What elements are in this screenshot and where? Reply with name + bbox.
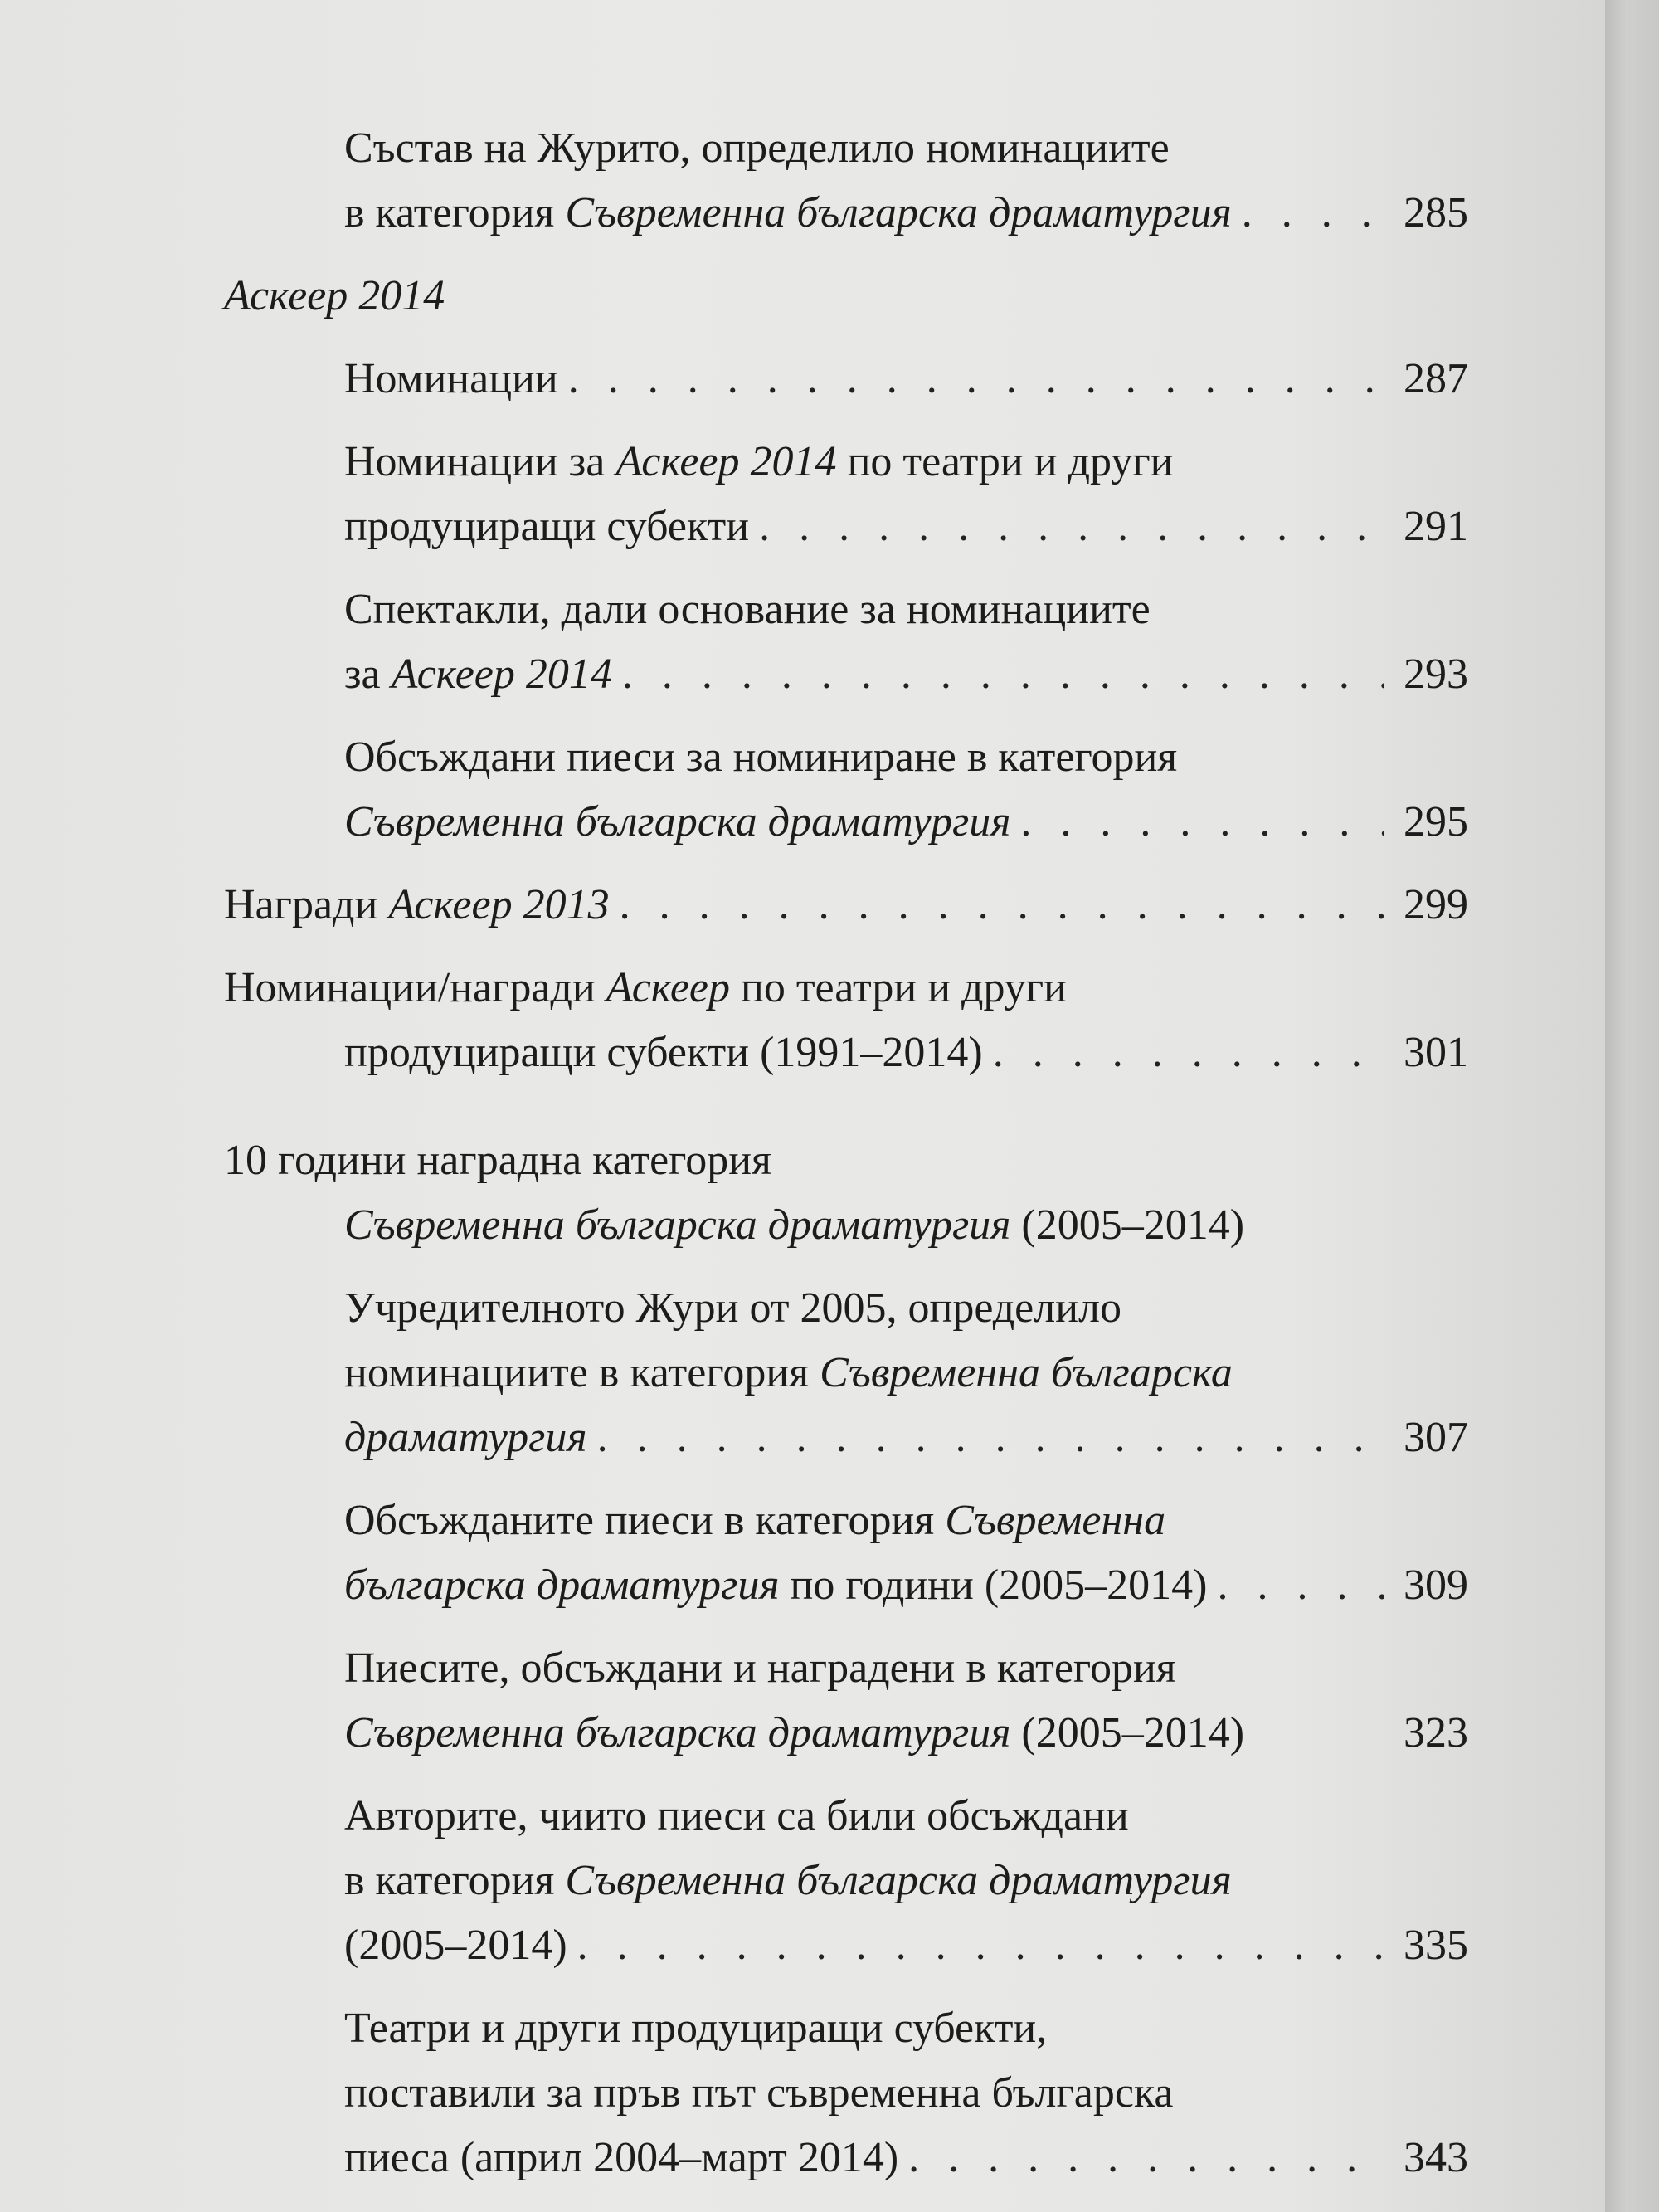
toc-entry-line bbox=[224, 1193, 1468, 1258]
toc-entry-line bbox=[344, 1276, 1468, 1341]
toc-entry-text bbox=[344, 2061, 1174, 2126]
toc-entry bbox=[224, 264, 1468, 329]
dot-leader bbox=[568, 347, 1384, 412]
toc-entry bbox=[224, 1636, 1468, 1766]
toc-entry-text bbox=[344, 116, 1170, 181]
italic-title: Съвременна българска драматургия bbox=[344, 1201, 1011, 1249]
toc-text: продуциращи субекти (1991–2014) bbox=[344, 1029, 983, 1076]
page-number: 301 bbox=[1404, 1029, 1468, 1076]
dot-leader bbox=[908, 2126, 1384, 2190]
toc-entry-line bbox=[344, 577, 1468, 642]
toc-entry-line bbox=[344, 2126, 1468, 2190]
toc-text: (2005–2014) bbox=[1010, 1201, 1245, 1249]
page-number: 285 bbox=[1404, 189, 1468, 236]
toc-entry-text bbox=[344, 1636, 1176, 1701]
toc-text: Спектакли, дали основание за номинациите bbox=[344, 586, 1151, 633]
toc-entry-line bbox=[224, 264, 1468, 329]
toc-entry bbox=[224, 116, 1468, 246]
toc-entry-text bbox=[344, 181, 1232, 246]
toc-entry-text bbox=[224, 1128, 771, 1193]
page-number: 309 bbox=[1404, 1562, 1468, 1609]
toc-text: за bbox=[344, 650, 392, 698]
italic-title: Съвременна българска драматургия bbox=[565, 189, 1232, 236]
toc-text: по театри и други bbox=[730, 964, 1067, 1011]
toc-text: по театри и други bbox=[836, 438, 1174, 485]
toc-text: Театри и други продуциращи субекти, bbox=[344, 2005, 1048, 2052]
toc-entry bbox=[224, 1784, 1468, 1978]
dot-leader bbox=[597, 1406, 1384, 1470]
dot-leader bbox=[622, 642, 1384, 707]
toc-entry-text bbox=[344, 577, 1151, 642]
dot-leader bbox=[1242, 181, 1384, 246]
toc-entry-line bbox=[344, 430, 1468, 495]
toc-entry-text bbox=[344, 1021, 983, 1085]
toc-entry-line bbox=[344, 495, 1468, 559]
toc-text: Обсъждани пиеси за номиниране в категория bbox=[344, 733, 1178, 781]
italic-title: Аскеер bbox=[606, 964, 730, 1011]
toc-entry-line bbox=[344, 1913, 1468, 1978]
toc-entry-line bbox=[344, 1849, 1468, 1913]
toc-text: в категория bbox=[344, 189, 566, 236]
toc-text: пиеса (април 2004–март 2014) bbox=[344, 2134, 899, 2181]
toc-text: 10 години наградна категория bbox=[224, 1137, 771, 1184]
toc-entry-text bbox=[344, 790, 1010, 855]
toc-text: Награди bbox=[224, 881, 389, 928]
toc-entry-line bbox=[344, 642, 1468, 707]
toc-entry-text bbox=[224, 956, 1067, 1021]
toc-entry bbox=[224, 577, 1468, 707]
italic-title: Съвременна българска драматургия bbox=[344, 1709, 1011, 1756]
toc-entry-text bbox=[344, 1488, 1165, 1553]
toc-entry-line bbox=[344, 1784, 1468, 1849]
toc-entry-line bbox=[224, 1021, 1468, 1085]
toc-entry-text bbox=[224, 264, 445, 329]
page-number: 293 bbox=[1404, 650, 1468, 698]
toc-entry-line bbox=[344, 1701, 1468, 1766]
toc-entry-line bbox=[344, 790, 1468, 855]
toc-text: Авторите, чиито пиеси са били обсъждани bbox=[344, 1792, 1129, 1839]
toc-entry-line bbox=[224, 873, 1468, 938]
toc-text: Номинации/награди bbox=[224, 964, 606, 1011]
toc-text: продуциращи субекти bbox=[344, 503, 750, 550]
toc-entry-text bbox=[344, 1553, 1207, 1618]
dot-leader bbox=[1217, 1553, 1384, 1618]
toc-entry-text bbox=[344, 1701, 1244, 1766]
italic-title: Аскеер 2014 bbox=[615, 438, 837, 485]
toc-text: Състав на Журито, определило номинациите bbox=[344, 124, 1170, 172]
toc-entry-line bbox=[344, 1636, 1468, 1701]
italic-title: Аскеер 2013 bbox=[388, 881, 610, 928]
page-edge bbox=[1605, 0, 1659, 2212]
toc-entry bbox=[224, 1996, 1468, 2190]
toc-entry-text bbox=[344, 2126, 898, 2190]
toc-entry-line bbox=[224, 1128, 1468, 1193]
toc-entry-line bbox=[344, 1341, 1468, 1406]
table-of-contents bbox=[224, 116, 1468, 2209]
page-number: 343 bbox=[1404, 2134, 1468, 2181]
toc-entry bbox=[224, 430, 1468, 559]
italic-title: Аскеер 2014 bbox=[224, 272, 445, 319]
dot-leader bbox=[993, 1021, 1384, 1085]
toc-text: Номинации bbox=[344, 355, 558, 402]
italic-title: Аскеер 2014 bbox=[391, 650, 612, 698]
toc-text: (2005–2014) bbox=[1010, 1709, 1245, 1756]
dot-leader bbox=[577, 1913, 1384, 1978]
toc-text: по години (2005–2014) bbox=[779, 1562, 1208, 1609]
toc-entry-text bbox=[344, 1784, 1129, 1849]
toc-entry bbox=[224, 873, 1468, 938]
toc-entry-text bbox=[344, 1276, 1121, 1341]
toc-entry bbox=[224, 1488, 1468, 1618]
page-number: 335 bbox=[1404, 1922, 1468, 1969]
toc-entry-text bbox=[344, 347, 558, 412]
toc-entry-text bbox=[344, 1341, 1233, 1406]
toc-entry-line bbox=[344, 1488, 1468, 1553]
italic-title: Съвременна българска драматургия bbox=[565, 1857, 1232, 1904]
toc-entry bbox=[224, 956, 1468, 1085]
toc-entry-line bbox=[344, 1406, 1468, 1470]
italic-title: Съвременна българска bbox=[820, 1349, 1233, 1396]
page-number: 291 bbox=[1404, 503, 1468, 550]
toc-entry-line bbox=[344, 1996, 1468, 2061]
toc-text: поставили за пръв път съвременна българска bbox=[344, 2069, 1174, 2117]
toc-entry-line bbox=[344, 725, 1468, 790]
toc-text: Учредителното Жури от 2005, определило bbox=[344, 1284, 1121, 1332]
italic-title: Съвременна българска драматургия bbox=[344, 798, 1011, 845]
toc-entry-text bbox=[344, 642, 612, 707]
toc-entry-text bbox=[344, 725, 1177, 790]
toc-text: Обсъжданите пиеси в категория bbox=[344, 1497, 946, 1544]
toc-entry-line bbox=[344, 181, 1468, 246]
toc-entry-line bbox=[344, 116, 1468, 181]
toc-entry-text bbox=[344, 1406, 587, 1470]
page-number: 299 bbox=[1404, 881, 1468, 928]
page-number: 307 bbox=[1404, 1414, 1468, 1461]
toc-entry-text bbox=[344, 430, 1174, 495]
italic-title: Съвременна bbox=[945, 1497, 1166, 1544]
toc-entry-text bbox=[344, 1193, 1244, 1258]
toc-entry-line bbox=[344, 1553, 1468, 1618]
page-number: 287 bbox=[1404, 355, 1468, 402]
toc-entry-text bbox=[344, 495, 749, 559]
toc-entry bbox=[224, 1276, 1468, 1470]
page-number: 323 bbox=[1404, 1709, 1468, 1756]
toc-entry bbox=[224, 725, 1468, 855]
page-number: 295 bbox=[1404, 798, 1468, 845]
toc-text: Пиесите, обсъждани и наградени в категория bbox=[344, 1644, 1176, 1692]
toc-entry bbox=[224, 1128, 1468, 1258]
toc-entry-line bbox=[344, 347, 1468, 412]
toc-entry-line bbox=[224, 956, 1468, 1021]
toc-text: (2005–2014) bbox=[344, 1922, 567, 1969]
dot-leader bbox=[1020, 790, 1384, 855]
toc-entry bbox=[224, 347, 1468, 412]
toc-text: в категория bbox=[344, 1857, 566, 1904]
toc-entry-text bbox=[344, 1849, 1232, 1913]
italic-title: българска драматургия bbox=[344, 1562, 780, 1609]
dot-leader bbox=[620, 873, 1384, 938]
italic-title: драматургия bbox=[344, 1414, 587, 1461]
toc-entry-text bbox=[344, 1913, 567, 1978]
toc-text: номинациите в категория bbox=[344, 1349, 820, 1396]
toc-text: Номинации за bbox=[344, 438, 616, 485]
dot-leader bbox=[759, 495, 1384, 559]
toc-entry-line bbox=[344, 2061, 1468, 2126]
toc-entry-text bbox=[344, 1996, 1047, 2061]
toc-entry-text bbox=[224, 873, 610, 938]
